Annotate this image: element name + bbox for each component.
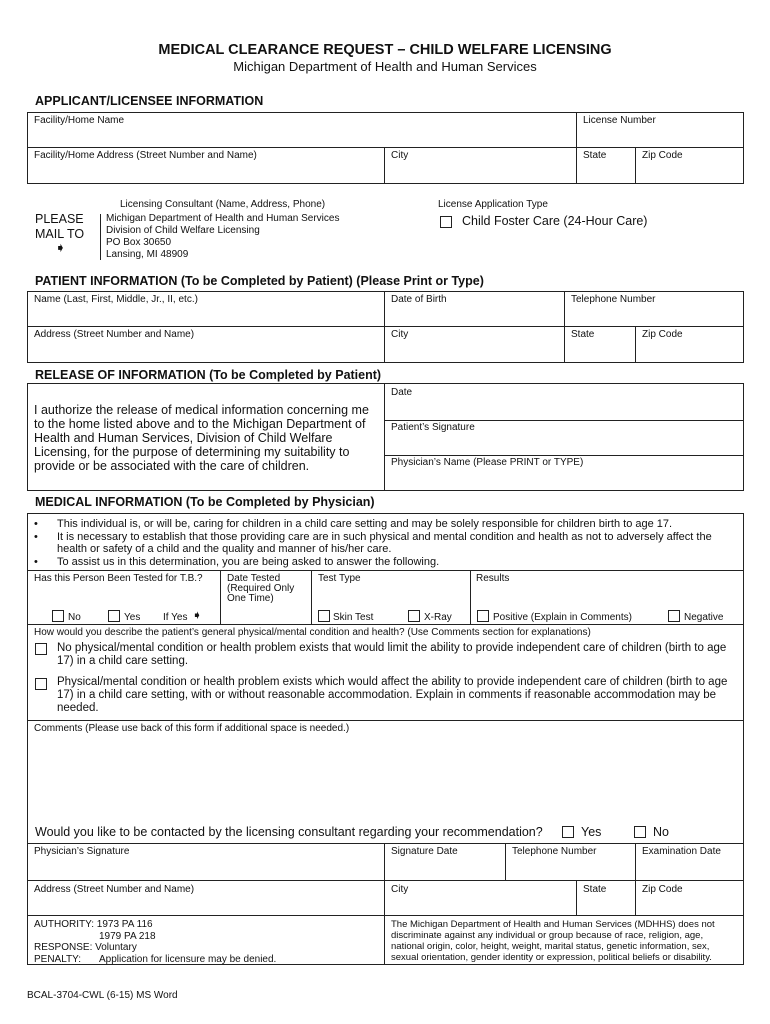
child-foster-care-label: Child Foster Care (24-Hour Care): [462, 214, 648, 228]
signature-date-field[interactable]: Signature Date: [391, 846, 458, 857]
positive-label: Positive (Explain in Comments): [493, 612, 632, 623]
patient-state-field[interactable]: State: [571, 329, 595, 340]
release-text-line-5: provide or be associated with the care of children.: [34, 459, 310, 473]
form-subtitle: Michigan Department of Health and Human Services: [233, 59, 537, 74]
bullet-3-text: To assist us in this determination, you are being asked to answer the following.: [57, 556, 440, 568]
release-text-line-3: Health and Human Services, Division of Child Welfare: [34, 431, 333, 445]
penalty-label: PENALTY:: [34, 954, 82, 965]
contact-no-label: No: [653, 825, 669, 839]
skin-test-label: Skin Test: [333, 612, 374, 623]
contact-yes-label: Yes: [581, 825, 602, 839]
date-tested-note-2: One Time): [227, 593, 274, 604]
bullet-1-text: This individual is, or will be, caring for children in a child care setting and may be solely responsible for children birth to age 17.: [57, 518, 673, 530]
comments-field[interactable]: Comments (Please use back of this form if additional space is needed.): [34, 723, 350, 734]
release-text-line-1: I authorize the release of medical information concerning me: [34, 403, 369, 417]
mail-address-line-1: Michigan Department of Health and Human Services: [106, 213, 340, 224]
patient-address-field[interactable]: Address (Street Number and Name): [34, 329, 195, 340]
physician-phone-field[interactable]: Telephone Number: [512, 846, 597, 857]
nondiscrimination-line-1: The Michigan Department of Health and Human Services (MDHHS) does not: [391, 919, 715, 930]
nondiscrimination-line-4: sexual orientation, gender identity or expression, political beliefs or disability.: [391, 952, 712, 963]
patient-zip-field[interactable]: Zip Code: [642, 329, 683, 340]
physician-city-field[interactable]: City: [391, 884, 409, 895]
response-line: RESPONSE: Voluntary: [34, 942, 137, 953]
tb-question: Has this Person Been Tested for T.B.?: [34, 573, 203, 584]
contact-question: Would you like to be contacted by the licensing consultant regarding your recommendation?: [35, 825, 543, 839]
license-type-label: License Application Type: [438, 199, 548, 210]
bullet-2-text: It is necessary to establish that those providing care are in such physical and mental condition and health as not to adversely affect the: [57, 531, 712, 543]
no-condition-text: No physical/mental condition or health problem exists that would limit the ability to provide independent care of children (birth to age: [57, 642, 727, 654]
bullet-marker: •: [34, 556, 38, 568]
results-label: Results: [476, 573, 510, 584]
license-number-field[interactable]: License Number: [583, 115, 656, 126]
skin-test-checkbox[interactable]: [318, 610, 330, 622]
facility-name-field[interactable]: Facility/Home Name: [34, 115, 125, 126]
facility-city-field[interactable]: City: [391, 150, 409, 161]
child-foster-care-checkbox[interactable]: [440, 216, 452, 228]
authority-line: AUTHORITY: 1973 PA 116: [34, 919, 153, 930]
physician-state-field[interactable]: State: [583, 884, 607, 895]
examination-date-field[interactable]: Examination Date: [642, 846, 721, 857]
physician-signature-field[interactable]: Physician’s Signature: [34, 846, 130, 857]
no-condition-text-cont: 17) in a child care setting.: [57, 655, 189, 667]
authority-line-2: 1979 PA 218: [99, 931, 156, 942]
patient-section-header: PATIENT INFORMATION (To be Completed by Patient) (Please Print or Type): [35, 274, 484, 288]
facility-address-field[interactable]: Facility/Home Address (Street Number and Name): [34, 150, 257, 161]
physician-zip-field[interactable]: Zip Code: [642, 884, 683, 895]
release-section-header: RELEASE OF INFORMATION (To be Completed by Patient): [35, 368, 382, 382]
bullet-marker: •: [34, 531, 38, 543]
xray-checkbox[interactable]: [408, 610, 420, 622]
form-id: BCAL-3704-CWL (6-15) MS Word: [27, 990, 178, 1001]
if-yes-label: If Yes: [163, 612, 188, 623]
arrow-right-icon: ➧: [55, 240, 66, 255]
medical-section-header: MEDICAL INFORMATION (To be Completed by Physician): [35, 495, 375, 509]
tb-no-checkbox[interactable]: [52, 610, 64, 622]
mail-address-line-3: PO Box 30650: [106, 237, 172, 248]
physician-name-field[interactable]: Physician’s Name (Please PRINT or TYPE): [391, 457, 584, 468]
mail-address-line-4: Lansing, MI 48909: [106, 249, 189, 260]
mail-to-label: MAIL TO: [35, 227, 85, 241]
condition-exists-checkbox[interactable]: [35, 678, 47, 690]
positive-checkbox[interactable]: [477, 610, 489, 622]
tb-no-label: No: [68, 612, 81, 623]
contact-yes-checkbox[interactable]: [562, 826, 574, 838]
negative-label: Negative: [684, 612, 724, 623]
test-type-label: Test Type: [318, 573, 361, 584]
consultant-label: Licensing Consultant (Name, Address, Phone): [120, 199, 326, 210]
nondiscrimination-line-2: discriminate against any individual or group because of race, religion, age,: [391, 930, 704, 941]
form-title: MEDICAL CLEARANCE REQUEST – CHILD WELFARE LICENSING: [158, 42, 612, 58]
bullet-2-text-cont: health or safety of a child and the quality and manner of his/her care.: [57, 543, 392, 555]
physician-address-field[interactable]: Address (Street Number and Name): [34, 884, 195, 895]
patient-phone-field[interactable]: Telephone Number: [571, 294, 656, 305]
arrow-right-icon: ➧: [192, 608, 203, 622]
patient-signature-field[interactable]: Patient’s Signature: [391, 422, 475, 433]
tb-yes-label: Yes: [124, 612, 141, 623]
patient-name-field[interactable]: Name (Last, First, Middle, Jr., II, etc.): [34, 294, 198, 305]
patient-dob-field[interactable]: Date of Birth: [391, 294, 447, 305]
xray-label: X-Ray: [424, 612, 452, 623]
release-date-field[interactable]: Date: [391, 387, 413, 398]
penalty-text: Application for licensure may be denied.: [99, 954, 277, 965]
no-condition-checkbox[interactable]: [35, 643, 47, 655]
contact-no-checkbox[interactable]: [634, 826, 646, 838]
condition-exists-text: Physical/mental condition or health problem exists which would affect the ability to provide independent care of children (birth to age: [57, 676, 728, 688]
applicant-section-header: APPLICANT/LICENSEE INFORMATION: [35, 94, 264, 108]
date-tested-label[interactable]: Date Tested: [227, 573, 281, 584]
mail-address-line-2: Division of Child Welfare Licensing: [106, 225, 260, 236]
condition-exists-text-cont: 17) in a child care setting, with or without reasonable accommodation. Explain in comments if reasonable accommodation may be: [57, 689, 717, 701]
facility-zip-field[interactable]: Zip Code: [642, 150, 683, 161]
date-tested-note: (Required Only: [227, 583, 295, 594]
negative-checkbox[interactable]: [668, 610, 680, 622]
condition-question: How would you describe the patient’s general physical/mental condition and health? (Use Comments section for explanations): [34, 627, 591, 638]
please-label: PLEASE: [35, 212, 84, 226]
release-text-line-2: to the home listed above and to the Michigan Department of: [34, 417, 366, 431]
release-text-line-4: Licensing, for the purpose of determining my suitability to: [34, 445, 350, 459]
condition-exists-text-cont-2: needed.: [57, 702, 99, 714]
bullet-marker: •: [34, 518, 38, 530]
facility-state-field[interactable]: State: [583, 150, 607, 161]
nondiscrimination-line-3: national origin, color, height, weight, marital status, genetic information, sex,: [391, 941, 710, 952]
patient-city-field[interactable]: City: [391, 329, 409, 340]
tb-yes-checkbox[interactable]: [108, 610, 120, 622]
